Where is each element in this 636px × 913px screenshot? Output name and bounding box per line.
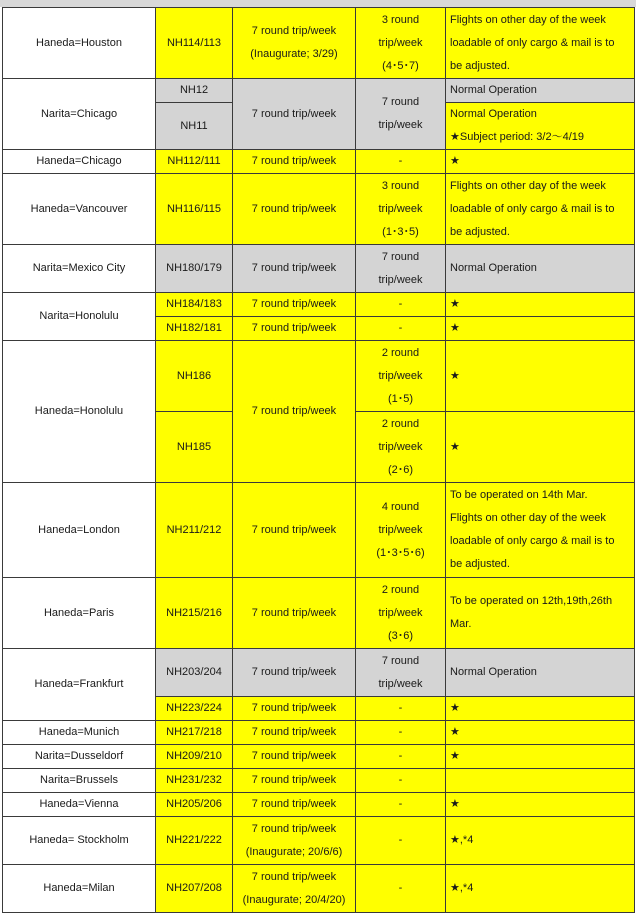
flight-number-cell: NH209/210	[156, 745, 233, 769]
route-cell: Narita=Dusseldorf	[3, 745, 156, 769]
operation-cell: -	[356, 293, 446, 317]
operation-cell: 3 round trip/week (4･5･7)	[356, 8, 446, 79]
frequency-cell: 7 round trip/week	[233, 341, 356, 483]
remarks-cell: ★,*4	[446, 817, 635, 865]
operation-cell: -	[356, 793, 446, 817]
frequency-cell: 7 round trip/week	[233, 649, 356, 697]
frequency-cell: 7 round trip/week	[233, 293, 356, 317]
flight-number-cell: NH12	[156, 79, 233, 103]
route-cell: Haneda= Stockholm	[3, 817, 156, 865]
remarks-cell: ★	[446, 697, 635, 721]
table-row	[3, 483, 635, 578]
route-cell: Haneda=Frankfurt	[3, 649, 156, 721]
flight-number-cell: NH215/216	[156, 578, 233, 649]
table-row	[3, 745, 635, 769]
route-cell: Haneda=Honolulu	[3, 341, 156, 483]
operation-cell: -	[356, 150, 446, 174]
frequency-cell: 7 round trip/week	[233, 578, 356, 649]
table-row	[3, 721, 635, 745]
table-row	[3, 865, 635, 913]
remarks-cell: ★	[446, 793, 635, 817]
frequency-cell: 7 round trip/week	[233, 174, 356, 245]
remarks-cell: ★	[446, 341, 635, 412]
route-cell: Haneda=Houston	[3, 8, 156, 79]
flight-number-cell: NH116/115	[156, 174, 233, 245]
table-row	[3, 245, 635, 293]
flight-schedule-table	[2, 7, 635, 913]
remarks-cell: Flights on other day of the week loadable of only cargo & mail is to be adjusted.	[446, 8, 635, 79]
operation-cell: 2 round trip/week (3･6)	[356, 578, 446, 649]
table-row	[3, 793, 635, 817]
operation-cell: -	[356, 721, 446, 745]
operation-cell: -	[356, 817, 446, 865]
route-cell: Haneda=Munich	[3, 721, 156, 745]
table-row	[3, 649, 635, 697]
flight-number-cell: NH112/111	[156, 150, 233, 174]
frequency-cell: 7 round trip/week (Inaugurate; 20/4/20)	[233, 865, 356, 913]
remarks-cell: ★	[446, 293, 635, 317]
operation-cell: -	[356, 317, 446, 341]
operation-cell: -	[356, 697, 446, 721]
table-row	[3, 341, 635, 412]
frequency-cell: 7 round trip/week	[233, 721, 356, 745]
route-cell: Haneda=Chicago	[3, 150, 156, 174]
route-cell: Narita=Brussels	[3, 769, 156, 793]
table-row	[3, 293, 635, 317]
table-row	[3, 8, 635, 79]
route-cell: Haneda=Paris	[3, 578, 156, 649]
remarks-cell: Normal Operation	[446, 79, 635, 103]
flight-number-cell: NH223/224	[156, 697, 233, 721]
operation-cell: 7 round trip/week	[356, 245, 446, 293]
frequency-cell: 7 round trip/week	[233, 150, 356, 174]
remarks-cell: Normal Operation	[446, 245, 635, 293]
operation-cell: -	[356, 745, 446, 769]
remarks-cell: ★	[446, 317, 635, 341]
operation-cell: 2 round trip/week (1･5)	[356, 341, 446, 412]
table-row	[3, 817, 635, 865]
remarks-cell: ★	[446, 412, 635, 483]
operation-cell: 7 round trip/week	[356, 649, 446, 697]
flight-number-cell: NH184/183	[156, 293, 233, 317]
remarks-cell	[446, 769, 635, 793]
flight-number-cell: NH211/212	[156, 483, 233, 578]
route-cell: Haneda=Vancouver	[3, 174, 156, 245]
frequency-cell: 7 round trip/week	[233, 793, 356, 817]
route-cell: Haneda=Vienna	[3, 793, 156, 817]
remarks-cell: ★	[446, 745, 635, 769]
frequency-cell: 7 round trip/week (Inaugurate; 20/6/6)	[233, 817, 356, 865]
operation-cell: -	[356, 769, 446, 793]
route-cell: Narita=Mexico City	[3, 245, 156, 293]
frequency-cell: 7 round trip/week	[233, 483, 356, 578]
remarks-cell: Flights on other day of the week loadable of only cargo & mail is to be adjusted.	[446, 174, 635, 245]
table-row	[3, 79, 635, 103]
flight-number-cell: NH182/181	[156, 317, 233, 341]
flight-number-cell: NH185	[156, 412, 233, 483]
remarks-cell: Normal Operation	[446, 649, 635, 697]
operation-cell: 4 round trip/week (1･3･5･6)	[356, 483, 446, 578]
flight-number-cell: NH205/206	[156, 793, 233, 817]
operation-cell: 7 round trip/week	[356, 79, 446, 150]
operation-cell: -	[356, 865, 446, 913]
frequency-cell: 7 round trip/week	[233, 317, 356, 341]
remarks-cell: To be operated on 12th,19th,26th Mar.	[446, 578, 635, 649]
flight-number-cell: NH114/113	[156, 8, 233, 79]
frequency-cell: 7 round trip/week (Inaugurate; 3/29)	[233, 8, 356, 79]
flight-number-cell: NH11	[156, 103, 233, 150]
route-cell: Narita=Honolulu	[3, 293, 156, 341]
table-row	[3, 578, 635, 649]
table-row	[3, 174, 635, 245]
route-cell: Haneda=London	[3, 483, 156, 578]
frequency-cell: 7 round trip/week	[233, 697, 356, 721]
route-cell: Haneda=Milan	[3, 865, 156, 913]
remarks-cell: Normal Operation ★Subject period: 3/2～4/19	[446, 103, 635, 150]
frequency-cell: 7 round trip/week	[233, 745, 356, 769]
flight-number-cell: NH231/232	[156, 769, 233, 793]
operation-cell: 3 round trip/week (1･3･5)	[356, 174, 446, 245]
flight-number-cell: NH203/204	[156, 649, 233, 697]
frequency-cell: 7 round trip/week	[233, 245, 356, 293]
flight-number-cell: NH217/218	[156, 721, 233, 745]
flight-number-cell: NH180/179	[156, 245, 233, 293]
route-cell: Narita=Chicago	[3, 79, 156, 150]
operation-cell: 2 round trip/week (2･6)	[356, 412, 446, 483]
remarks-cell: To be operated on 14th Mar. Flights on other day of the week loadable of only cargo & mail is to be adjusted.	[446, 483, 635, 578]
frequency-cell: 7 round trip/week	[233, 79, 356, 150]
remarks-cell: ★	[446, 721, 635, 745]
flight-number-cell: NH221/222	[156, 817, 233, 865]
flight-number-cell: NH186	[156, 341, 233, 412]
remarks-cell: ★,*4	[446, 865, 635, 913]
frequency-cell: 7 round trip/week	[233, 769, 356, 793]
remarks-cell: ★	[446, 150, 635, 174]
top-edge-strip	[0, 0, 636, 7]
table-row	[3, 769, 635, 793]
table-row	[3, 150, 635, 174]
flight-number-cell: NH207/208	[156, 865, 233, 913]
